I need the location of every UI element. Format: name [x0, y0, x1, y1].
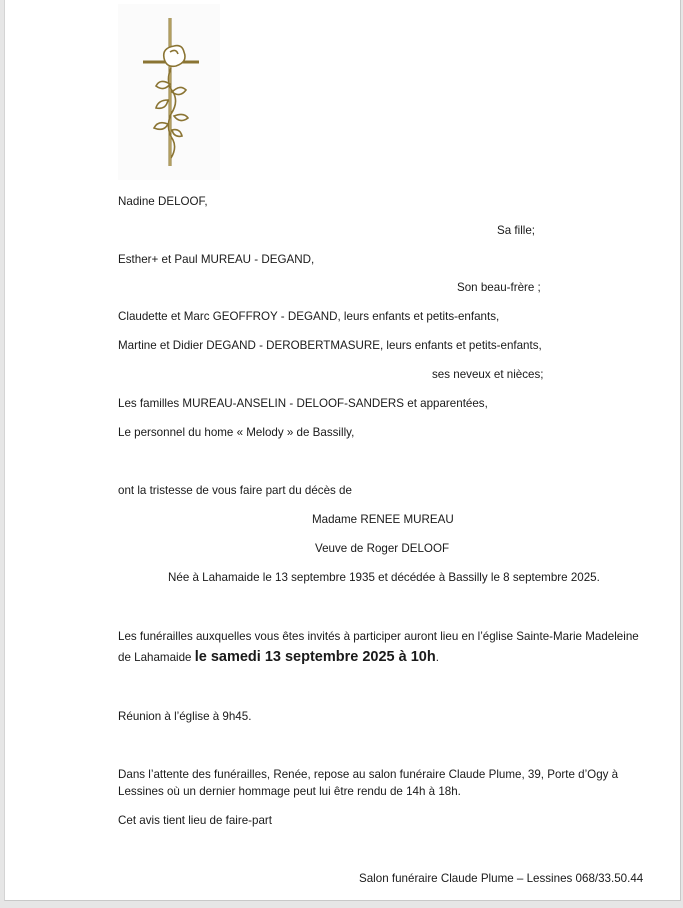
visitation-line: Dans l’attente des funérailles, Renée, repose au salon funéraire Claude Plume, 39, Porte d’Ogy à [118, 768, 619, 781]
footer-contact: Salon funéraire Claude Plume – Lessines 068/33.50.44 [359, 872, 644, 885]
cross-with-rose-icon [118, 4, 220, 180]
relation-line: ses neveux et nièces; [432, 368, 544, 381]
birth-death-line: Née à Lahamaide le 13 septembre 1935 et décédée à Bassilly le 8 septembre 2025. [168, 571, 600, 584]
recipient-line: Martine et Didier DEGAND - DEROBERTMASURE, leurs enfants et petits-enfants, [118, 339, 542, 352]
meeting-line: Réunion à l’église à 9h45. [118, 710, 252, 723]
relation-line: Son beau-frère ; [457, 281, 541, 294]
announcement-line: ont la tristesse de vous faire part du décès de [118, 484, 352, 497]
document-page [4, 0, 681, 901]
notice-line: Cet avis tient lieu de faire-part [118, 814, 273, 827]
recipient-line: Le personnel du home « Melody » de Bassilly, [118, 426, 355, 439]
deceased-name: Madame RENEE MUREAU [312, 513, 454, 526]
funeral-place: de Lahamaide [118, 651, 195, 664]
recipient-line: Les familles MUREAU-ANSELIN - DELOOF-SANDERS et apparentées, [118, 397, 488, 410]
recipient-line: Claudette et Marc GEOFFROY - DEGAND, leurs enfants et petits-enfants, [118, 310, 500, 323]
funeral-date: le samedi 13 septembre 2025 à 10h [194, 649, 436, 665]
relation-line: Sa fille; [497, 224, 536, 237]
funeral-date-line [118, 650, 439, 665]
deceased-spouse: Veuve de Roger DELOOF [315, 542, 450, 555]
visitation-line: Lessines où un dernier hommage peut lui être rendu de 14h à 18h. [118, 785, 461, 798]
recipient-line: Nadine DELOOF, [118, 195, 208, 208]
funeral-date-period: . [435, 651, 439, 664]
funeral-info-line: Les funérailles auxquelles vous êtes invités à participer auront lieu en l’église Sainte-Marie Madeleine [118, 630, 639, 643]
recipient-line: Esther+ et Paul MUREAU - DEGAND, [118, 253, 315, 266]
